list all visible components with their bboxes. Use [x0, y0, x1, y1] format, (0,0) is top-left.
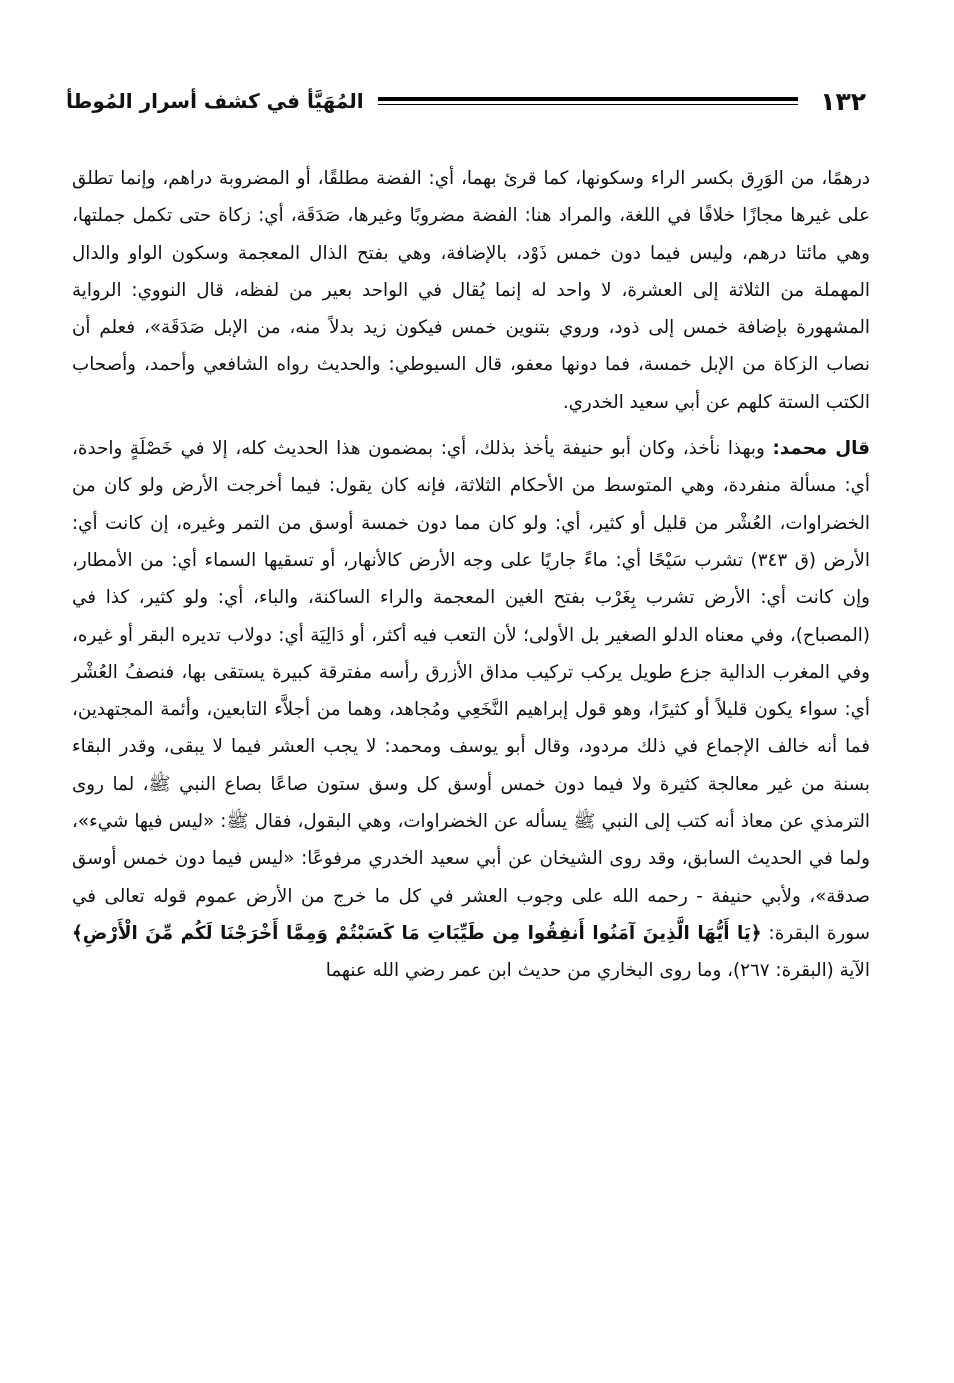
header-rule-thin [378, 104, 799, 105]
header-rule-thick [378, 97, 799, 101]
header-rule [378, 97, 799, 105]
paragraph-lead: قال محمد: [772, 438, 870, 460]
page-number: ١٣٢ [820, 86, 866, 116]
paragraph-2 [72, 430, 870, 989]
running-header [66, 78, 866, 124]
paragraph-text-b: الآية (البقرة: ٢٦٧)، وما روى البخاري من حديث ابن عمر رضي الله عنهما [325, 960, 870, 982]
quran-verse: ﴿يَا أَيُّهَا الَّذِينَ آمَنُوا أَنفِقُوا مِن طَيِّبَاتِ مَا كَسَبْتُمْ وَمِمَّا أَخْرَجْنَا لَكُم مِّنَ الْأَرْضِ﴾ [72, 922, 762, 944]
paragraph-1: درهمًا، من الوَرِق بكسر الراء وسكونها، كما قرئ بهما، أي: الفضة مطلقًا، أو المضروبة دراهم، وإنما تطلق على غيرها مجازًا خلافًا في اللغة، والمراد هنا: الفضة مضروبًا وغيرها، صَدَقَة، أي: زكاة حتى تكمل جملتها، وهي مائتا درهم، وليس فيما دون خمس ذَوْد، بالإضافة، وهي بفتح الذال المعجمة وسكون الواو والدال المهملة من الثلاثة إلى العشرة، لا واحد له إنما يُقال في الواحد بعير من لفظه، قال النووي: الرواية المشهورة بإضافة خمس إلى ذود، وروي بتنوين خمس فيكون زيد بدلاً منه، من الإبل صَدَقَة»، فعلم أن نصاب الزكاة من الإبل خمسة، فما دونها معفو، قال السيوطي: والحديث رواه الشافعي وأحمد، وأصحاب الكتب الستة كلهم عن أبي سعيد الخدري. [72, 168, 870, 413]
paragraph-text-a: وبهذا نأخذ، وكان أبو حنيفة يأخذ بذلك، أي: بمضمون هذا الحديث كله، إلا في خَصْلَةٍ واحدة، أي: مسألة منفردة، وهي المتوسط من الأحكام الثلاثة، فإنه كان يقول: فيما أخرجت الأرض ولو كان من الخضراوات، العُشْر من قليل أو كثير، أي: ولو كان مما دون خمسة أوسق من التمر وغيره، إن كانت أي: الأرض (ق ٣٤٣) تشرب سَيْحًا أي: ماءً جاريًا على وجه الأرض كالأنهار، أو تسقيها السماء أي: من الأمطار، وإن كانت أي: الأرض تشرب بِغَرْب بفتح الغين المعجمة والراء الساكنة، والباء، أي: ولو كثير، كذا في (المصباح)، وفي معناه الدلو الصغير بل الأولى؛ لأن التعب فيه أكثر، أو دَالِيَة أي: دولاب تديره البقر أو غيره، وفي المغرب الدالية جزع طويل يركب تركيب مداق الأزرق رأسه مفترقة كبيرة يستقى بها، فنصفُ العُشْر أي: سواء يكون قليلاً أو كثيرًا، وهو قول إبراهيم النَّخَعِي ومُجاهد، وهما من أجلاَّء التابعين، وأئمة المجتهدين، فما أنه خالف الإجماع في ذلك مردود، وقال أبو يوسف ومحمد: لا يجب العشر فيما لا يبقى، وقدر البقاء بسنة من غير معالجة كثيرة ولا فيما دون خمس أوسق كل وسق ستون صاعًا بصاع النبي ﷺ، لما روى الترمذي عن معاذ أنه كتب إلى النبي ﷺ يسأله عن الخضراوات، وهي البقول، فقال ﷺ: «ليس فيها شيء»، ولما في الحديث السابق، وقد روى الشيخان عن أبي سعيد الخدري مرفوعًا: «ليس فيما دون خمس أوسق صدقة»، ولأبي حنيفة - رحمه الله على وجوب العشر في كل ما خرج من الأرض عموم قوله تعالى في سورة البقرة: [72, 438, 870, 944]
body-text [72, 160, 870, 990]
book-title: المُهَيَّأ في كشف أسرار المُوطأ [66, 89, 364, 113]
